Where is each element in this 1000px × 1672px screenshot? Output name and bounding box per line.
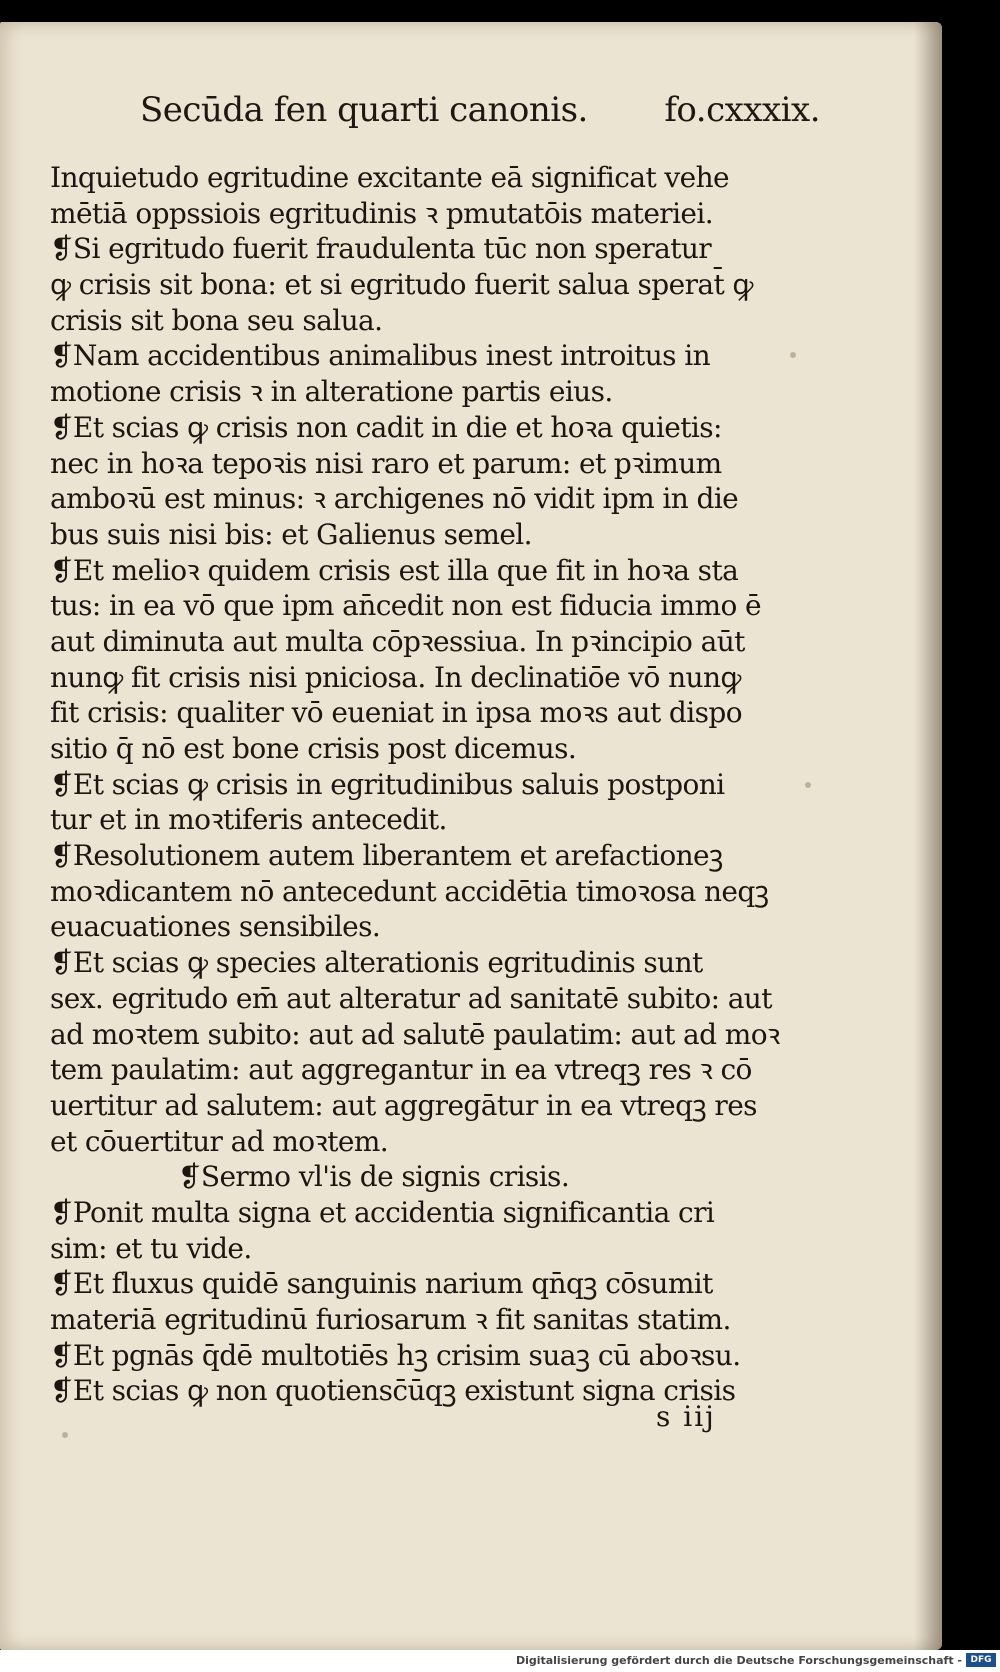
footer-band <box>0 1650 1000 1672</box>
text-line: aut diminuta aut multa cōpꝛessiua. In pꝛincipio aūt <box>50 624 745 658</box>
text-line: uertitur ad salutem: aut aggregātur in ea vtreqꝫ res <box>50 1088 757 1122</box>
text-line: nec in hoꝛa tepoꝛis nisi raro et parum: et pꝛimum <box>50 446 722 480</box>
text-line: sitio q̄ nō est bone crisis post dicemus. <box>50 732 577 765</box>
text-line: ❡Et melioꝛ quidem crisis est illa que fit in hoꝛa sta <box>50 553 739 587</box>
page-header <box>140 90 820 142</box>
text-line: tus: in ea vō que ipm an̄cedit non est fiducia immo ē <box>50 589 761 623</box>
text-line: euacuationes sensibiles. <box>50 910 381 944</box>
text-line: ❡Et pgnās q̄dē multotiēs hꝫ crisim suaꝫ cū aboꝛsu. <box>50 1338 741 1372</box>
text-line: ❡Et fluxus quidē sanguinis narium qn̄qꝫ cōsumit <box>50 1267 713 1301</box>
text-line: ad moꝛtem subito: aut ad salutē paulatim: aut ad moꝛ <box>50 1017 780 1051</box>
text-line: mētiā oppssiois egritudinis ꝛ pmutatōis materiei. <box>50 196 714 230</box>
text-line: ❡Et scias ꝙ species alterationis egritudinis sunt <box>50 946 703 980</box>
text-line: ꝙ crisis sit bona: et si egritudo fuerit salua sperat̄ ꝙ <box>50 268 753 302</box>
text-line: materiā egritudinū furiosarum ꝛ fit sanitas statim. <box>50 1303 731 1336</box>
text-line: tem paulatim: aut aggregantur in ea vtreqꝫ res ꝛ cō <box>50 1053 752 1087</box>
signature-mark: s iij <box>656 1400 716 1433</box>
text-line: moꝛdicantem nō antecedunt accidētia timoꝛosa neqꝫ <box>50 874 769 908</box>
text-line: crisis sit bona seu salua. <box>50 303 383 337</box>
text-line: sim: et tu vide. <box>50 1231 252 1265</box>
text-line: sex. egritudo em̄ aut alteratur ad sanitatē subito: aut <box>50 981 772 1015</box>
text-line: motione crisis ꝛ in alteratione partis eius. <box>50 375 613 409</box>
text-line: nunꝙ fit crisis nisi pniciosa. In declinatiōe vō nunꝙ <box>50 660 741 694</box>
book-page <box>0 22 942 1650</box>
text-line: ❡Resolutionem autem liberantem et arefactioneꝫ <box>50 839 723 873</box>
dfg-logo: DFG <box>966 1653 996 1667</box>
paper-spot <box>805 782 811 788</box>
text-line: ❡Si egritudo fuerit fraudulenta tūc non speratur <box>50 232 712 266</box>
paper-spot <box>790 352 796 358</box>
paper-spot <box>62 1432 68 1438</box>
text-line: ❡Nam accidentibus animalibus inest introitus in <box>50 339 711 373</box>
text-line: ❡Sermo vl'is de signis crisis. <box>178 1160 570 1194</box>
text-line: ❡Et scias ꝙ crisis in egritudinibus saluis postponi <box>50 767 725 801</box>
text-line: bus suis nisi bis: et Galienus semel. <box>50 517 532 551</box>
folio-number: fo.cxxxix. <box>664 90 820 130</box>
text-line: ❡Ponit multa signa et accidentia significantia cri <box>50 1195 715 1229</box>
running-head: Secūda fen quarti canonis. <box>140 90 588 130</box>
text-line: ❡Et scias ꝙ crisis non cadit in die et hoꝛa quietis: <box>50 410 722 444</box>
text-line: tur et in moꝛtiferis antecedit. <box>50 803 447 837</box>
digitization-credit: Digitalisierung gefördert durch die Deutsche Forschungsgemeinschaft - <box>515 1654 962 1667</box>
page-gutter-shadow <box>914 22 942 1650</box>
text-line: ❡Et scias ꝙ non quotiensc̄ūqꝫ existunt signa crisis <box>50 1374 736 1408</box>
text-line: fit crisis: qualiter vō eueniat in ipsa moꝛs aut dispo <box>50 696 742 730</box>
text-line: amboꝛū est minus: ꝛ archigenes nō vidit ipm in die <box>50 482 739 516</box>
text-line: et cōuertitur ad moꝛtem. <box>50 1124 389 1158</box>
text-line: Inquietudo egritudine excitante eā significat vehe <box>50 161 729 194</box>
text-block <box>50 160 820 1409</box>
